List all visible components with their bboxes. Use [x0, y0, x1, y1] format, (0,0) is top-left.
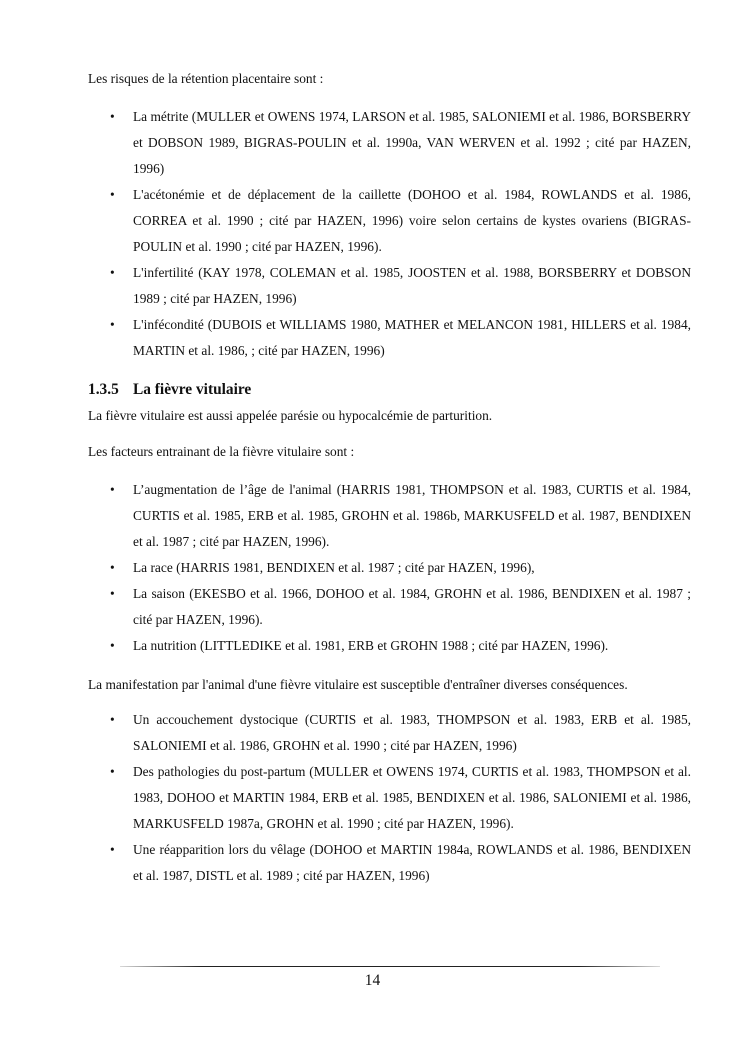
list-item: • Un accouchement dystocique (CURTIS et al. 1983, THOMPSON et al. 1983, ERB et al. 1985, SALONIEMI et al. 1986, GROHN et al. 1990 ; cité par HAZEN, 1996)	[88, 707, 691, 759]
bullet-icon: •	[110, 482, 115, 497]
list-item: • L’augmentation de l’âge de l'animal (HARRIS 1981, THOMPSON et al. 1983, CURTIS et al. 1984, CURTIS et al. 1985, ERB et al. 1985, GROHN et al. 1986b, MARKUSFELD et al. 1987, BENDIXEN et al. 1987 ; cité par HAZEN, 1996).	[88, 477, 691, 555]
bullet-icon: •	[110, 764, 115, 779]
bullet-icon: •	[110, 586, 115, 601]
list-consequences	[88, 707, 691, 889]
intro-factors: Les facteurs entrainant de la fièvre vitulaire sont :	[88, 444, 355, 459]
list-retention-risks	[88, 104, 691, 364]
list-item: • L'infertilité (KAY 1978, COLEMAN et al. 1985, JOOSTEN et al. 1988, BORSBERRY et DOBSON 1989 ; cité par HAZEN, 1996)	[88, 260, 691, 312]
bullet-icon: •	[110, 712, 115, 727]
bullet-icon: •	[110, 265, 115, 280]
section-title: La fièvre vitulaire	[133, 381, 252, 398]
paragraph-consequences: La manifestation par l'animal d'une fièvre vitulaire est susceptible d'entraîner diverses conséquences.	[88, 677, 628, 692]
list-item: • Une réapparition lors du vêlage (DOHOO et MARTIN 1984a, ROWLANDS et al. 1986, BENDIXEN et al. 1987, DISTL et al. 1989 ; cité par HAZEN, 1996)	[88, 837, 691, 889]
bullet-icon: •	[110, 187, 115, 202]
bullet-icon: •	[110, 638, 115, 653]
section-heading	[88, 380, 691, 400]
list-item: • L'infécondité (DUBOIS et WILLIAMS 1980, MATHER et MELANCON 1981, HILLERS et al. 1984, MARTIN et al. 1986, ; cité par HAZEN, 1996)	[88, 312, 691, 364]
page-number: 14	[364, 972, 381, 989]
list-factors	[88, 477, 691, 659]
intro-retention: Les risques de la rétention placentaire sont :	[88, 71, 324, 86]
bullet-icon: •	[110, 842, 115, 857]
list-item: • La métrite (MULLER et OWENS 1974, LARSON et al. 1985, SALONIEMI et al. 1986, BORSBERRY et DOBSON 1989, BIGRAS-POULIN et al. 1990a, VAN WERVEN et al. 1992 ; cité par HAZEN, 1996)	[88, 104, 691, 182]
list-item: • La saison (EKESBO et al. 1966, DOHOO et al. 1984, GROHN et al. 1986, BENDIXEN et al. 1987 ; cité par HAZEN, 1996).	[88, 581, 691, 633]
paragraph-definition: La fièvre vitulaire est aussi appelée parésie ou hypocalcémie de parturition.	[88, 408, 493, 423]
bullet-icon: •	[110, 560, 115, 575]
list-item: • Des pathologies du post-partum (MULLER et OWENS 1974, CURTIS et al. 1983, THOMPSON et al. 1983, DOHOO et MARTIN 1984, ERB et al. 1985, BENDIXEN et al. 1986, SALONIEMI et al. 1986, MARKUSFELD 1987a, GROHN et al. 1990 ; cité par HAZEN, 1996).	[88, 759, 691, 837]
bullet-icon: •	[110, 317, 115, 332]
list-item: • La race (HARRIS 1981, BENDIXEN et al. 1987 ; cité par HAZEN, 1996),	[88, 555, 691, 581]
list-item: • L'acétonémie et de déplacement de la caillette (DOHOO et al. 1984, ROWLANDS et al. 1986, CORREA et al. 1990 ; cité par HAZEN, 1996) voire selon certains de kystes ovariens (BIGRAS-POULIN et al. 1990 ; cité par HAZEN, 1996).	[88, 182, 691, 260]
section-number: 1.3.5	[88, 381, 119, 398]
footer-divider	[120, 966, 660, 967]
list-item: • La nutrition (LITTLEDIKE et al. 1981, ERB et GROHN 1988 ; cité par HAZEN, 1996).	[88, 633, 691, 659]
bullet-icon: •	[110, 109, 115, 124]
